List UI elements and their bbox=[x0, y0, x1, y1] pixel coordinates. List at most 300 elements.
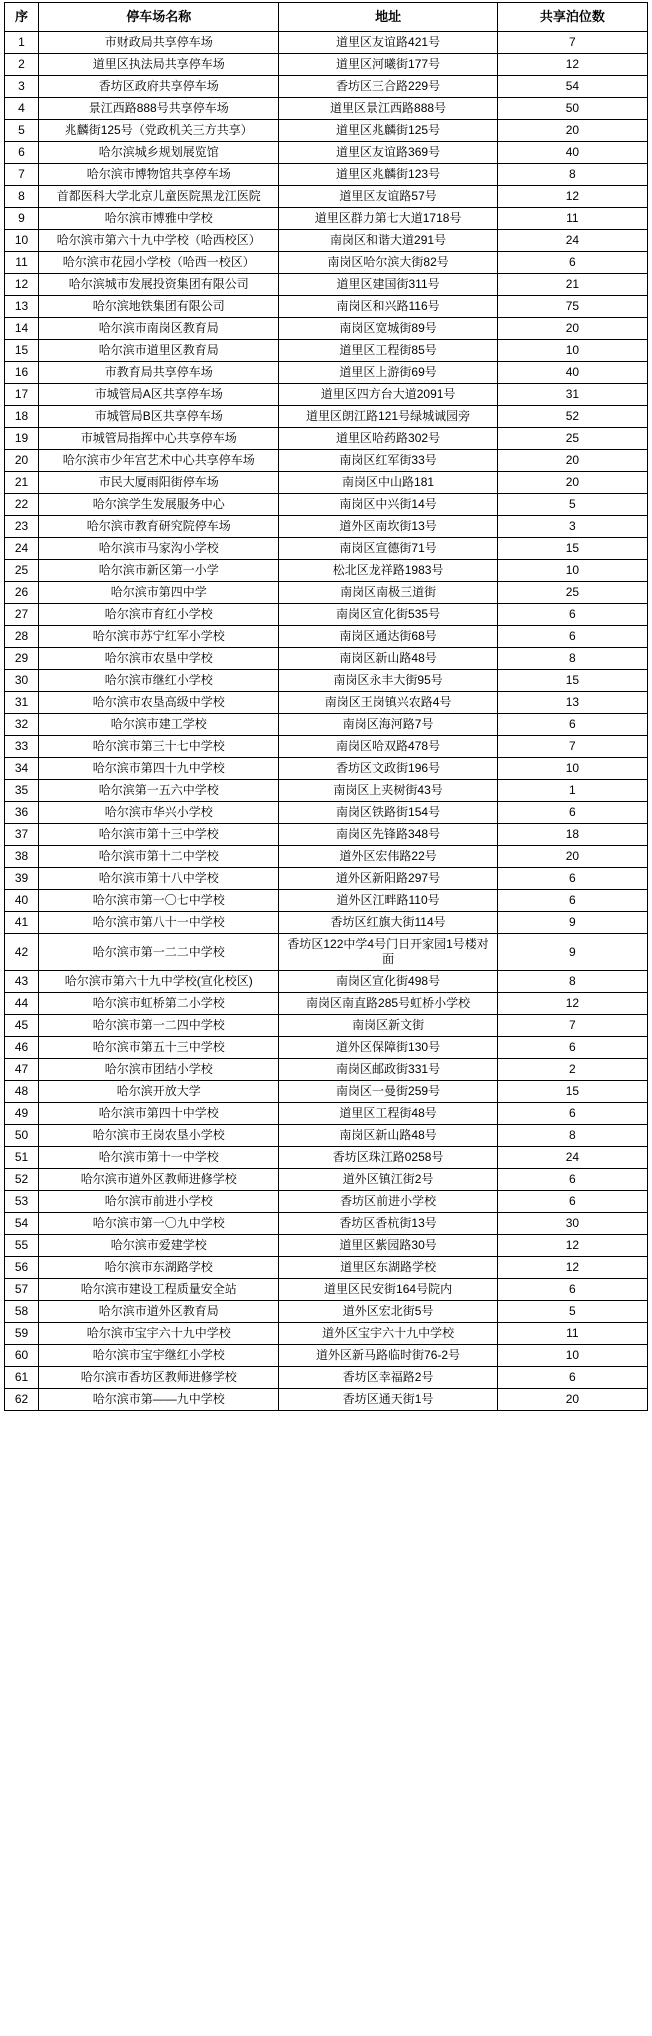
parking-lot-name: 哈尔滨第一五六中学校 bbox=[39, 780, 279, 802]
table-row bbox=[5, 406, 648, 428]
parking-lot-name: 哈尔滨市博雅中学校 bbox=[39, 208, 279, 230]
parking-lot-name: 哈尔滨市马家沟小学校 bbox=[39, 538, 279, 560]
shared-slot-count: 12 bbox=[497, 186, 647, 208]
parking-lot-name: 哈尔滨市第六十九中学校(宣化校区) bbox=[39, 971, 279, 993]
table-row bbox=[5, 1125, 648, 1147]
parking-lot-address: 道里区工程街48号 bbox=[279, 1103, 497, 1125]
table-row bbox=[5, 472, 648, 494]
parking-lot-name: 兆麟街125号（党政机关三方共享） bbox=[39, 120, 279, 142]
shared-slot-count: 10 bbox=[497, 340, 647, 362]
row-index: 14 bbox=[5, 318, 39, 340]
row-index: 51 bbox=[5, 1147, 39, 1169]
row-index: 13 bbox=[5, 296, 39, 318]
shared-slot-count: 18 bbox=[497, 824, 647, 846]
parking-lot-name: 哈尔滨市第六十九中学校（哈西校区） bbox=[39, 230, 279, 252]
row-index: 46 bbox=[5, 1037, 39, 1059]
table-row bbox=[5, 384, 648, 406]
parking-lot-address: 南岗区宣化街535号 bbox=[279, 604, 497, 626]
column-header-address: 地址 bbox=[279, 3, 497, 32]
parking-lot-address: 香坊区红旗大街114号 bbox=[279, 912, 497, 934]
parking-lot-address: 香坊区三合路229号 bbox=[279, 76, 497, 98]
row-index: 33 bbox=[5, 736, 39, 758]
row-index: 10 bbox=[5, 230, 39, 252]
parking-lot-address: 南岗区和谐大道291号 bbox=[279, 230, 497, 252]
row-index: 26 bbox=[5, 582, 39, 604]
shared-slot-count: 30 bbox=[497, 1213, 647, 1235]
row-index: 60 bbox=[5, 1345, 39, 1367]
parking-lot-address: 道里区河曦街177号 bbox=[279, 54, 497, 76]
shared-slot-count: 20 bbox=[497, 318, 647, 340]
parking-lot-address: 南岗区宣化街498号 bbox=[279, 971, 497, 993]
parking-lot-name: 香坊区政府共享停车场 bbox=[39, 76, 279, 98]
table-row bbox=[5, 648, 648, 670]
shared-slot-count: 52 bbox=[497, 406, 647, 428]
parking-lot-name: 哈尔滨市第十一中学校 bbox=[39, 1147, 279, 1169]
shared-slot-count: 6 bbox=[497, 868, 647, 890]
parking-lot-name: 哈尔滨市第一〇七中学校 bbox=[39, 890, 279, 912]
row-index: 61 bbox=[5, 1367, 39, 1389]
parking-lot-name: 哈尔滨市宝宇继红小学校 bbox=[39, 1345, 279, 1367]
table-row bbox=[5, 714, 648, 736]
table-row bbox=[5, 604, 648, 626]
shared-slot-count: 1 bbox=[497, 780, 647, 802]
shared-slot-count: 40 bbox=[497, 142, 647, 164]
parking-lot-name: 市财政局共享停车场 bbox=[39, 32, 279, 54]
table-row bbox=[5, 296, 648, 318]
parking-lot-address: 香坊区122中学4号门日开家园1号楼对面 bbox=[279, 934, 497, 971]
parking-lot-name: 哈尔滨市虹桥第二小学校 bbox=[39, 993, 279, 1015]
row-index: 6 bbox=[5, 142, 39, 164]
parking-lot-address: 南岗区邮政街331号 bbox=[279, 1059, 497, 1081]
table-row bbox=[5, 736, 648, 758]
shared-slot-count: 6 bbox=[497, 1279, 647, 1301]
table-row bbox=[5, 1257, 648, 1279]
shared-slot-count: 6 bbox=[497, 1169, 647, 1191]
shared-slot-count: 8 bbox=[497, 971, 647, 993]
parking-lot-name: 景江西路888号共享停车场 bbox=[39, 98, 279, 120]
table-row bbox=[5, 582, 648, 604]
row-index: 52 bbox=[5, 1169, 39, 1191]
row-index: 59 bbox=[5, 1323, 39, 1345]
shared-slot-count: 24 bbox=[497, 230, 647, 252]
table-body bbox=[5, 32, 648, 1411]
shared-slot-count: 5 bbox=[497, 494, 647, 516]
row-index: 29 bbox=[5, 648, 39, 670]
shared-slot-count: 12 bbox=[497, 54, 647, 76]
parking-lot-address: 南岗区哈双路478号 bbox=[279, 736, 497, 758]
table-row bbox=[5, 318, 648, 340]
parking-lot-address: 南岗区一曼街259号 bbox=[279, 1081, 497, 1103]
row-index: 28 bbox=[5, 626, 39, 648]
parking-lot-address: 道里区东湖路学校 bbox=[279, 1257, 497, 1279]
parking-lot-address: 南岗区中山路181 bbox=[279, 472, 497, 494]
parking-lot-address: 香坊区香杭街13号 bbox=[279, 1213, 497, 1235]
table-row bbox=[5, 1213, 648, 1235]
table-row bbox=[5, 1301, 648, 1323]
table-row bbox=[5, 120, 648, 142]
table-row bbox=[5, 1103, 648, 1125]
parking-lot-address: 道里区工程街85号 bbox=[279, 340, 497, 362]
parking-lot-address: 香坊区前进小学校 bbox=[279, 1191, 497, 1213]
parking-lot-address: 南岗区海河路7号 bbox=[279, 714, 497, 736]
parking-lot-name: 哈尔滨市第一二二中学校 bbox=[39, 934, 279, 971]
parking-lot-name: 哈尔滨市苏宁红军小学校 bbox=[39, 626, 279, 648]
parking-lot-address: 香坊区珠江路0258号 bbox=[279, 1147, 497, 1169]
table-row bbox=[5, 1059, 648, 1081]
table-row bbox=[5, 670, 648, 692]
parking-lot-address: 南岗区新山路48号 bbox=[279, 648, 497, 670]
row-index: 8 bbox=[5, 186, 39, 208]
parking-lot-name: 市城管局B区共享停车场 bbox=[39, 406, 279, 428]
row-index: 62 bbox=[5, 1389, 39, 1411]
table-row bbox=[5, 1345, 648, 1367]
parking-lot-name: 哈尔滨市王岗农垦小学校 bbox=[39, 1125, 279, 1147]
shared-slot-count: 7 bbox=[497, 736, 647, 758]
table-row bbox=[5, 450, 648, 472]
shared-slot-count: 11 bbox=[497, 208, 647, 230]
shared-slot-count: 8 bbox=[497, 648, 647, 670]
table-row bbox=[5, 516, 648, 538]
parking-lot-name: 哈尔滨城乡规划展览馆 bbox=[39, 142, 279, 164]
parking-lot-address: 道里区友谊路369号 bbox=[279, 142, 497, 164]
shared-slot-count: 21 bbox=[497, 274, 647, 296]
parking-lot-address: 道里区群力第七大道1718号 bbox=[279, 208, 497, 230]
shared-slot-count: 15 bbox=[497, 538, 647, 560]
table-row bbox=[5, 780, 648, 802]
table-row bbox=[5, 340, 648, 362]
parking-lot-address: 香坊区通天街1号 bbox=[279, 1389, 497, 1411]
parking-lot-address: 道外区镇江街2号 bbox=[279, 1169, 497, 1191]
column-header-name: 停车场名称 bbox=[39, 3, 279, 32]
row-index: 44 bbox=[5, 993, 39, 1015]
parking-lot-address: 香坊区幸福路2号 bbox=[279, 1367, 497, 1389]
parking-lot-name: 哈尔滨市建工学校 bbox=[39, 714, 279, 736]
shared-slot-count: 12 bbox=[497, 993, 647, 1015]
table-row bbox=[5, 1169, 648, 1191]
parking-lot-address: 道里区民安街164号院内 bbox=[279, 1279, 497, 1301]
parking-lot-name: 哈尔滨市道里区教育局 bbox=[39, 340, 279, 362]
parking-lot-address: 南岗区通达街68号 bbox=[279, 626, 497, 648]
parking-lot-name: 哈尔滨开放大学 bbox=[39, 1081, 279, 1103]
row-index: 22 bbox=[5, 494, 39, 516]
row-index: 21 bbox=[5, 472, 39, 494]
row-index: 1 bbox=[5, 32, 39, 54]
row-index: 41 bbox=[5, 912, 39, 934]
parking-lot-name: 哈尔滨市教育研究院停车场 bbox=[39, 516, 279, 538]
shared-slot-count: 54 bbox=[497, 76, 647, 98]
row-index: 30 bbox=[5, 670, 39, 692]
shared-slot-count: 12 bbox=[497, 1257, 647, 1279]
row-index: 32 bbox=[5, 714, 39, 736]
shared-slot-count: 25 bbox=[497, 582, 647, 604]
shared-slot-count: 6 bbox=[497, 1191, 647, 1213]
shared-slot-count: 6 bbox=[497, 1103, 647, 1125]
parking-lot-address: 道里区兆麟街123号 bbox=[279, 164, 497, 186]
table-row bbox=[5, 428, 648, 450]
shared-slot-count: 6 bbox=[497, 890, 647, 912]
parking-lot-name: 哈尔滨市第四十九中学校 bbox=[39, 758, 279, 780]
row-index: 9 bbox=[5, 208, 39, 230]
parking-lot-name: 市城管局A区共享停车场 bbox=[39, 384, 279, 406]
row-index: 56 bbox=[5, 1257, 39, 1279]
parking-lot-name: 哈尔滨学生发展服务中心 bbox=[39, 494, 279, 516]
table-row bbox=[5, 274, 648, 296]
row-index: 11 bbox=[5, 252, 39, 274]
table-row bbox=[5, 1015, 648, 1037]
table-row bbox=[5, 186, 648, 208]
parking-lot-address: 道里区友谊路421号 bbox=[279, 32, 497, 54]
parking-lot-name: 哈尔滨地铁集团有限公司 bbox=[39, 296, 279, 318]
shared-slot-count: 6 bbox=[497, 802, 647, 824]
row-index: 16 bbox=[5, 362, 39, 384]
row-index: 36 bbox=[5, 802, 39, 824]
parking-lot-address: 香坊区文政街196号 bbox=[279, 758, 497, 780]
parking-lot-name: 哈尔滨市第十二中学校 bbox=[39, 846, 279, 868]
shared-slot-count: 9 bbox=[497, 934, 647, 971]
row-index: 25 bbox=[5, 560, 39, 582]
parking-lot-address: 道里区友谊路57号 bbox=[279, 186, 497, 208]
parking-lot-address: 南岗区南直路285号虹桥小学校 bbox=[279, 993, 497, 1015]
parking-lot-name: 哈尔滨市花园小学校（哈西一校区） bbox=[39, 252, 279, 274]
row-index: 37 bbox=[5, 824, 39, 846]
shared-slot-count: 10 bbox=[497, 1345, 647, 1367]
table-row bbox=[5, 362, 648, 384]
table-row bbox=[5, 890, 648, 912]
shared-slot-count: 75 bbox=[497, 296, 647, 318]
parking-lot-name: 哈尔滨市团结小学校 bbox=[39, 1059, 279, 1081]
table-header-row bbox=[5, 3, 648, 32]
table-row bbox=[5, 32, 648, 54]
row-index: 3 bbox=[5, 76, 39, 98]
row-index: 23 bbox=[5, 516, 39, 538]
table-row bbox=[5, 1279, 648, 1301]
table-row bbox=[5, 626, 648, 648]
row-index: 53 bbox=[5, 1191, 39, 1213]
parking-lot-name: 哈尔滨市爱建学校 bbox=[39, 1235, 279, 1257]
shared-slot-count: 24 bbox=[497, 1147, 647, 1169]
parking-lot-name: 哈尔滨城市发展投资集团有限公司 bbox=[39, 274, 279, 296]
row-index: 4 bbox=[5, 98, 39, 120]
parking-lot-address: 南岗区新文街 bbox=[279, 1015, 497, 1037]
shared-slot-count: 12 bbox=[497, 1235, 647, 1257]
table-row bbox=[5, 230, 648, 252]
shared-slot-count: 2 bbox=[497, 1059, 647, 1081]
row-index: 20 bbox=[5, 450, 39, 472]
row-index: 49 bbox=[5, 1103, 39, 1125]
table-header bbox=[5, 3, 648, 32]
table-row bbox=[5, 494, 648, 516]
parking-lot-address: 南岗区宽城街89号 bbox=[279, 318, 497, 340]
parking-lot-address: 南岗区新山路48号 bbox=[279, 1125, 497, 1147]
row-index: 31 bbox=[5, 692, 39, 714]
table-row bbox=[5, 54, 648, 76]
parking-lot-name: 哈尔滨市博物馆共享停车场 bbox=[39, 164, 279, 186]
parking-lot-name: 哈尔滨市第——九中学校 bbox=[39, 1389, 279, 1411]
row-index: 47 bbox=[5, 1059, 39, 1081]
parking-lot-name: 哈尔滨市少年宫艺术中心共享停车场 bbox=[39, 450, 279, 472]
row-index: 35 bbox=[5, 780, 39, 802]
shared-slot-count: 10 bbox=[497, 758, 647, 780]
parking-lot-name: 市民大厦雨阳街停车场 bbox=[39, 472, 279, 494]
row-index: 57 bbox=[5, 1279, 39, 1301]
row-index: 48 bbox=[5, 1081, 39, 1103]
parking-lot-address: 南岗区和兴路116号 bbox=[279, 296, 497, 318]
shared-slot-count: 6 bbox=[497, 252, 647, 274]
parking-lot-name: 哈尔滨市第一〇九中学校 bbox=[39, 1213, 279, 1235]
column-header-slots: 共享泊位数 bbox=[497, 3, 647, 32]
parking-lot-address: 松北区龙祥路1983号 bbox=[279, 560, 497, 582]
parking-lot-address: 道里区四方台大道2091号 bbox=[279, 384, 497, 406]
parking-lot-address: 道里区景江西路888号 bbox=[279, 98, 497, 120]
parking-lot-address: 南岗区王岗镇兴农路4号 bbox=[279, 692, 497, 714]
parking-lot-name: 哈尔滨市宝宇六十九中学校 bbox=[39, 1323, 279, 1345]
row-index: 54 bbox=[5, 1213, 39, 1235]
shared-slot-count: 31 bbox=[497, 384, 647, 406]
row-index: 24 bbox=[5, 538, 39, 560]
row-index: 17 bbox=[5, 384, 39, 406]
table-row bbox=[5, 846, 648, 868]
parking-lot-name: 哈尔滨市农垦高级中学校 bbox=[39, 692, 279, 714]
parking-lot-address: 南岗区上夹树街43号 bbox=[279, 780, 497, 802]
shared-slot-count: 6 bbox=[497, 604, 647, 626]
parking-lot-address: 道外区新阳路297号 bbox=[279, 868, 497, 890]
parking-lot-name: 哈尔滨市第八十一中学校 bbox=[39, 912, 279, 934]
shared-slot-count: 25 bbox=[497, 428, 647, 450]
row-index: 43 bbox=[5, 971, 39, 993]
parking-lot-address: 南岗区永丰大街95号 bbox=[279, 670, 497, 692]
parking-lot-name: 哈尔滨市继红小学校 bbox=[39, 670, 279, 692]
table-row bbox=[5, 1323, 648, 1345]
parking-lot-address: 道外区宝宇六十九中学校 bbox=[279, 1323, 497, 1345]
parking-lot-name: 哈尔滨市第四十中学校 bbox=[39, 1103, 279, 1125]
parking-lot-name: 首都医科大学北京儿童医院黑龙江医院 bbox=[39, 186, 279, 208]
parking-lot-name: 哈尔滨市第四中学 bbox=[39, 582, 279, 604]
table-row bbox=[5, 1081, 648, 1103]
table-row bbox=[5, 560, 648, 582]
table-row bbox=[5, 538, 648, 560]
parking-lot-name: 道里区执法局共享停车场 bbox=[39, 54, 279, 76]
shared-slot-count: 20 bbox=[497, 846, 647, 868]
shared-slot-count: 20 bbox=[497, 1389, 647, 1411]
row-index: 50 bbox=[5, 1125, 39, 1147]
parking-lot-address: 道里区紫园路30号 bbox=[279, 1235, 497, 1257]
shared-slot-count: 40 bbox=[497, 362, 647, 384]
parking-lot-name: 哈尔滨市育红小学校 bbox=[39, 604, 279, 626]
shared-slot-count: 7 bbox=[497, 1015, 647, 1037]
parking-lot-address: 道外区江畔路110号 bbox=[279, 890, 497, 912]
parking-lot-address: 道里区兆麟街125号 bbox=[279, 120, 497, 142]
parking-lot-name: 哈尔滨市前进小学校 bbox=[39, 1191, 279, 1213]
table-row bbox=[5, 758, 648, 780]
parking-lot-address: 道里区建国街311号 bbox=[279, 274, 497, 296]
parking-lot-name: 哈尔滨市农垦中学校 bbox=[39, 648, 279, 670]
table-row bbox=[5, 164, 648, 186]
shared-slot-count: 6 bbox=[497, 626, 647, 648]
parking-lot-address: 南岗区红军街33号 bbox=[279, 450, 497, 472]
table-row bbox=[5, 912, 648, 934]
shared-slot-count: 10 bbox=[497, 560, 647, 582]
parking-lot-address: 南岗区南极三道街 bbox=[279, 582, 497, 604]
parking-lot-name: 哈尔滨市第十三中学校 bbox=[39, 824, 279, 846]
table-row bbox=[5, 971, 648, 993]
parking-lot-name: 哈尔滨市第五十三中学校 bbox=[39, 1037, 279, 1059]
shared-slot-count: 20 bbox=[497, 120, 647, 142]
row-index: 12 bbox=[5, 274, 39, 296]
table-row bbox=[5, 993, 648, 1015]
parking-lot-address: 南岗区哈尔滨大街82号 bbox=[279, 252, 497, 274]
parking-lot-name: 哈尔滨市建设工程质量安全站 bbox=[39, 1279, 279, 1301]
table-row bbox=[5, 142, 648, 164]
shared-slot-count: 3 bbox=[497, 516, 647, 538]
row-index: 40 bbox=[5, 890, 39, 912]
parking-lot-name: 哈尔滨市南岗区教育局 bbox=[39, 318, 279, 340]
column-header-index: 序 bbox=[5, 3, 39, 32]
shared-slot-count: 9 bbox=[497, 912, 647, 934]
table-row bbox=[5, 98, 648, 120]
table-row bbox=[5, 1389, 648, 1411]
parking-lot-address: 道外区保障街130号 bbox=[279, 1037, 497, 1059]
parking-lot-address: 南岗区铁路街154号 bbox=[279, 802, 497, 824]
row-index: 18 bbox=[5, 406, 39, 428]
table-row bbox=[5, 934, 648, 971]
parking-lot-name: 哈尔滨市香坊区教师进修学校 bbox=[39, 1367, 279, 1389]
row-index: 38 bbox=[5, 846, 39, 868]
row-index: 45 bbox=[5, 1015, 39, 1037]
parking-lot-name: 哈尔滨市东湖路学校 bbox=[39, 1257, 279, 1279]
table-row bbox=[5, 1367, 648, 1389]
parking-lot-address: 南岗区宣德街71号 bbox=[279, 538, 497, 560]
parking-lot-address: 南岗区先锋路348号 bbox=[279, 824, 497, 846]
row-index: 27 bbox=[5, 604, 39, 626]
table-row bbox=[5, 252, 648, 274]
parking-lot-name: 哈尔滨市新区第一小学 bbox=[39, 560, 279, 582]
table-row bbox=[5, 692, 648, 714]
shared-slot-count: 20 bbox=[497, 472, 647, 494]
shared-slot-count: 5 bbox=[497, 1301, 647, 1323]
parking-lot-name: 哈尔滨市华兴小学校 bbox=[39, 802, 279, 824]
parking-lot-address: 道外区南坎街13号 bbox=[279, 516, 497, 538]
parking-lot-address: 道里区朗江路121号绿城诚园旁 bbox=[279, 406, 497, 428]
row-index: 34 bbox=[5, 758, 39, 780]
table-row bbox=[5, 1235, 648, 1257]
parking-lot-address: 道外区宏伟路22号 bbox=[279, 846, 497, 868]
shared-slot-count: 6 bbox=[497, 1367, 647, 1389]
row-index: 58 bbox=[5, 1301, 39, 1323]
parking-lot-address: 南岗区中兴街14号 bbox=[279, 494, 497, 516]
parking-lot-name: 哈尔滨市第十八中学校 bbox=[39, 868, 279, 890]
shared-slot-count: 11 bbox=[497, 1323, 647, 1345]
row-index: 55 bbox=[5, 1235, 39, 1257]
shared-slot-count: 15 bbox=[497, 670, 647, 692]
table-row bbox=[5, 1147, 648, 1169]
row-index: 19 bbox=[5, 428, 39, 450]
parking-lot-name: 哈尔滨市道外区教育局 bbox=[39, 1301, 279, 1323]
parking-lot-address: 道外区新马路临时街76-2号 bbox=[279, 1345, 497, 1367]
shared-slot-count: 20 bbox=[497, 450, 647, 472]
table-row bbox=[5, 824, 648, 846]
table-row bbox=[5, 1191, 648, 1213]
table-row bbox=[5, 802, 648, 824]
shared-slot-count: 6 bbox=[497, 1037, 647, 1059]
shared-slot-count: 7 bbox=[497, 32, 647, 54]
table-row bbox=[5, 208, 648, 230]
row-index: 7 bbox=[5, 164, 39, 186]
row-index: 15 bbox=[5, 340, 39, 362]
row-index: 5 bbox=[5, 120, 39, 142]
row-index: 39 bbox=[5, 868, 39, 890]
parking-lot-address: 道里区哈药路302号 bbox=[279, 428, 497, 450]
row-index: 2 bbox=[5, 54, 39, 76]
